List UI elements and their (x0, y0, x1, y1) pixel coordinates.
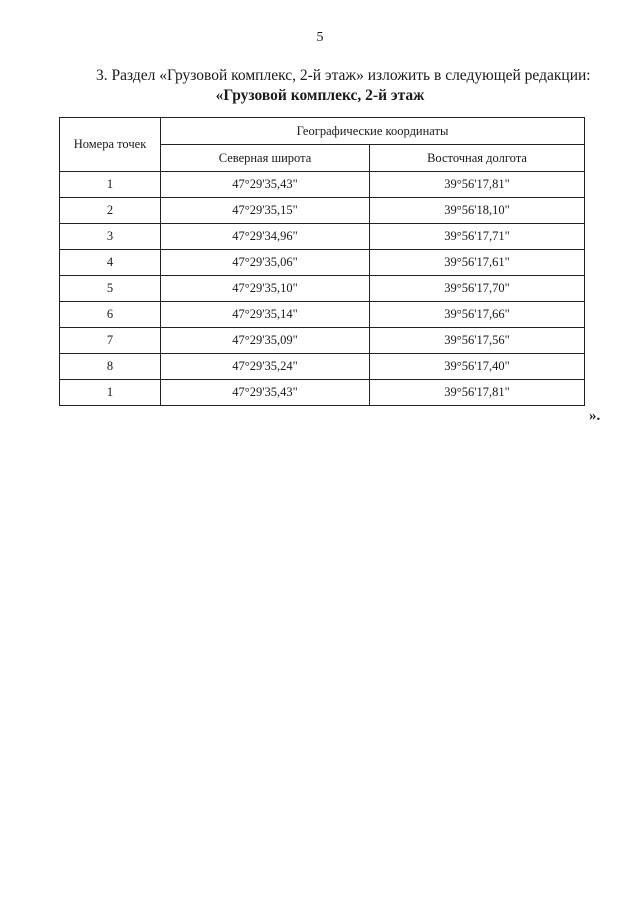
point-number-cell: 8 (60, 354, 161, 380)
table-row (60, 276, 585, 302)
longitude-cell: 39°56'17,71" (370, 224, 585, 250)
longitude-cell: 39°56'18,10" (370, 198, 585, 224)
longitude-cell: 39°56'17,66" (370, 302, 585, 328)
table-row (60, 224, 585, 250)
table-row (60, 250, 585, 276)
point-number-cell: 7 (60, 328, 161, 354)
header-geo-coordinates: Географические координаты (161, 118, 585, 145)
point-number-cell: 1 (60, 172, 161, 198)
point-number-cell: 1 (60, 380, 161, 406)
page-number: 5 (316, 30, 324, 45)
table-row (60, 354, 585, 380)
latitude-cell: 47°29'35,06" (161, 250, 370, 276)
longitude-cell: 39°56'17,40" (370, 354, 585, 380)
longitude-cell: 39°56'17,56" (370, 328, 585, 354)
table-row (60, 380, 585, 406)
point-number-cell: 2 (60, 198, 161, 224)
latitude-cell: 47°29'35,09" (161, 328, 370, 354)
latitude-cell: 47°29'35,24" (161, 354, 370, 380)
longitude-cell: 39°56'17,61" (370, 250, 585, 276)
header-east-longitude: Восточная долгота (370, 145, 585, 172)
point-number-cell: 5 (60, 276, 161, 302)
header-north-latitude: Северная широта (161, 145, 370, 172)
section-title: «Грузовой комплекс, 2-й этаж (215, 87, 425, 104)
table-row (60, 198, 585, 224)
longitude-cell: 39°56'17,70" (370, 276, 585, 302)
latitude-cell: 47°29'35,43" (161, 172, 370, 198)
closing-quote-mark: ». (589, 408, 601, 424)
latitude-cell: 47°29'35,15" (161, 198, 370, 224)
point-number-cell: 3 (60, 224, 161, 250)
table-row (60, 328, 585, 354)
header-point-numbers: Номера точек (60, 118, 161, 172)
latitude-cell: 47°29'34,96" (161, 224, 370, 250)
intro-paragraph: 3. Раздел «Грузовой комплекс, 2-й этаж» изложить в следующей редакции: (96, 67, 591, 84)
table-row (60, 302, 585, 328)
latitude-cell: 47°29'35,43" (161, 380, 370, 406)
coordinates-table (59, 117, 585, 406)
longitude-cell: 39°56'17,81" (370, 172, 585, 198)
point-number-cell: 6 (60, 302, 161, 328)
latitude-cell: 47°29'35,14" (161, 302, 370, 328)
table-row (60, 172, 585, 198)
latitude-cell: 47°29'35,10" (161, 276, 370, 302)
point-number-cell: 4 (60, 250, 161, 276)
longitude-cell: 39°56'17,81" (370, 380, 585, 406)
